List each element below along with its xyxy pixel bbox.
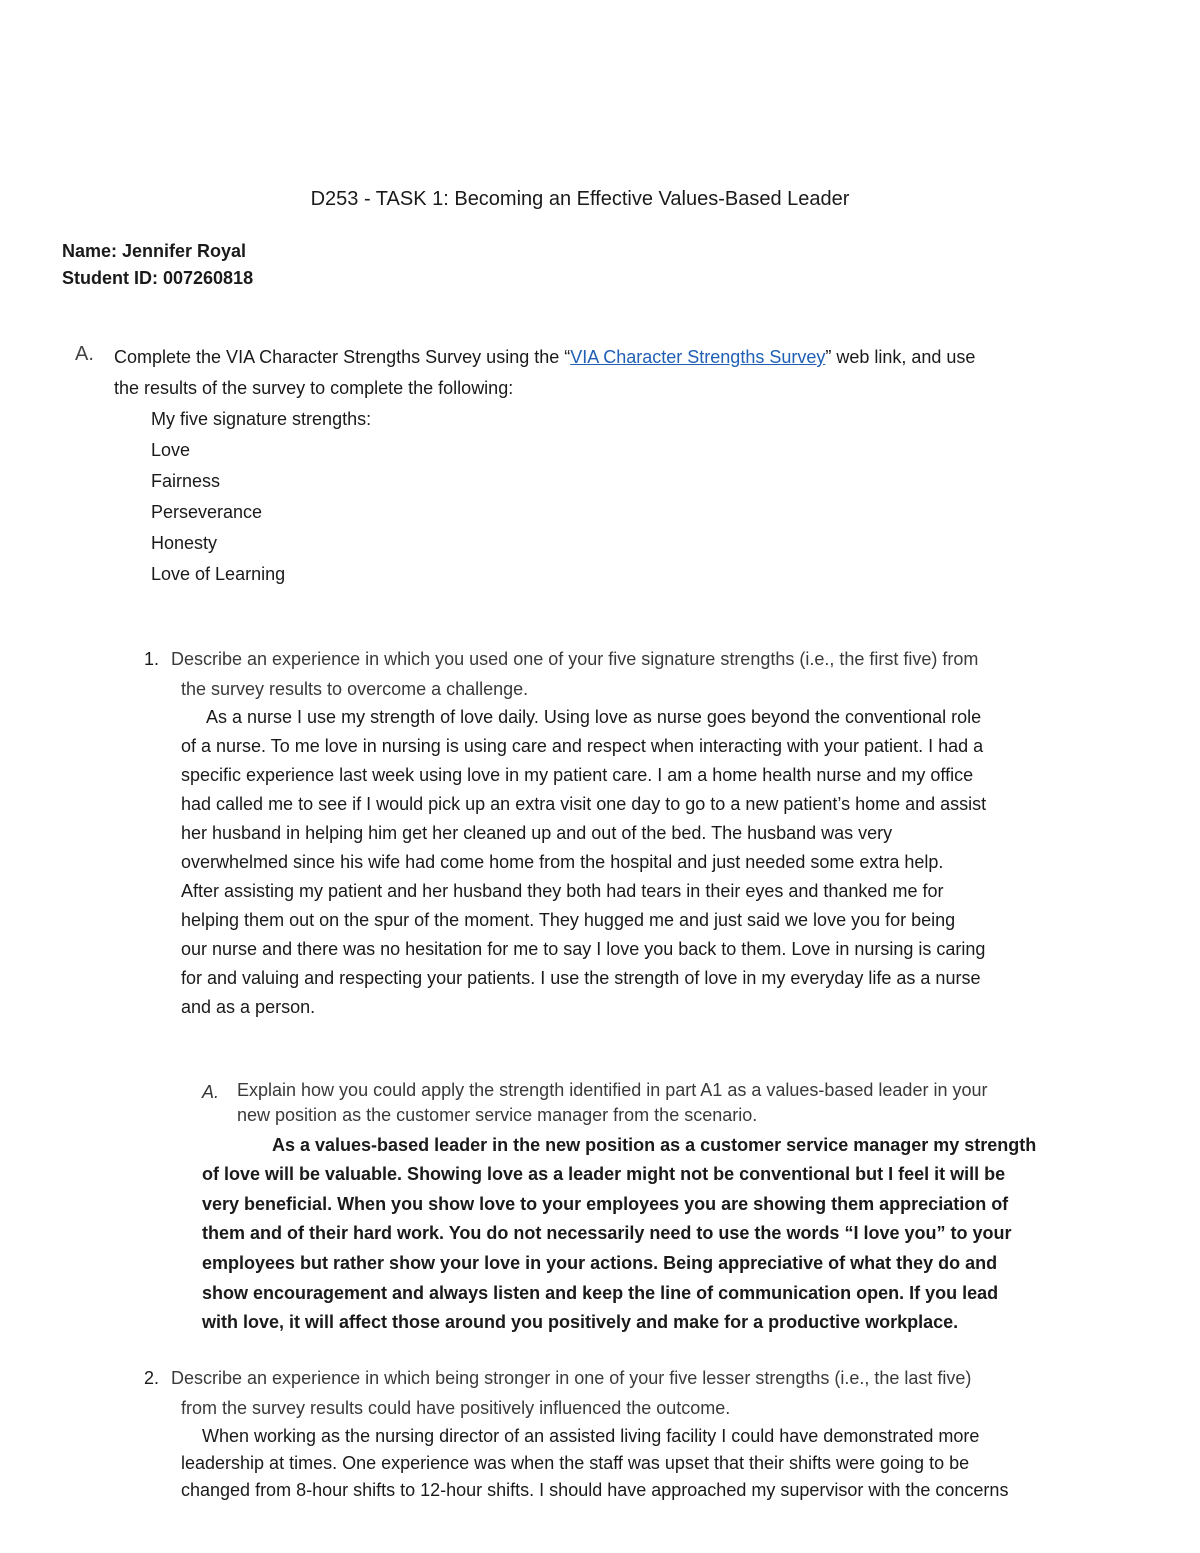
strength-item: Honesty: [151, 533, 218, 553]
item-1-answer-line: our nurse and there was no hesitation for me to say I love you back to them. Love in nursing is caring: [181, 939, 986, 959]
strengths-heading: My five signature strengths:: [151, 409, 372, 429]
student-id: Student ID: 007260818: [62, 268, 254, 288]
item-1-answer-line: specific experience last week using love in my patient care. I am a home health nurse and my office: [181, 765, 974, 785]
item-1-answer-line: had called me to see if I would pick up an extra visit one day to go to a new patient’s home and assist: [181, 794, 987, 814]
item-2-prompt-line1: Describe an experience in which being stronger in one of your five lesser strengths (i.e., the last five): [171, 1368, 972, 1388]
item-1a-answer-line: very beneficial. When you show love to your employees you are showing them appreciation of: [202, 1194, 1009, 1214]
item-1-prompt-line1: Describe an experience in which you used one of your five signature strengths (i.e., the first five) from: [171, 649, 979, 669]
item-2-prompt-line2: from the survey results could have positively influenced the outcome.: [181, 1398, 731, 1418]
item-1a-answer-line: with love, it will affect those around you positively and make for a productive workplace.: [202, 1312, 959, 1332]
student-name: Name: Jennifer Royal: [62, 241, 247, 261]
item-1-number: 1.: [144, 649, 160, 669]
item-1-answer-line: her husband in helping him get her cleaned up and out of the bed. The husband was very: [181, 823, 893, 843]
item-1a-answer-line: them and of their hard work. You do not necessarily need to use the words “I love you” to your: [202, 1223, 1012, 1243]
item-1a-answer-line: show encouragement and always listen and keep the line of communication open. If you lead: [202, 1283, 999, 1303]
item-1-answer-line: of a nurse. To me love in nursing is using care and respect when interacting with your patient. I had a: [181, 736, 984, 756]
item-1-answer-line: After assisting my patient and her husband they both had tears in their eyes and thanked me for: [181, 881, 944, 901]
strength-item: Perseverance: [151, 502, 263, 522]
item-1a-answer-line: As a values-based leader in the new position as a customer service manager my strength: [272, 1135, 1037, 1155]
item-2-answer-line: leadership at times. One experience was when the staff was upset that their shifts were going to be: [181, 1453, 970, 1473]
item-1a-letter: A.: [202, 1082, 220, 1102]
item-2-number: 2.: [144, 1368, 160, 1388]
item-1-answer-line: for and valuing and respecting your patients. I use the strength of love in my everyday life as a nurse: [181, 968, 981, 988]
strength-item: Fairness: [151, 471, 221, 491]
item-1-answer-line: and as a person.: [181, 997, 316, 1017]
item-1-answer-line: helping them out on the spur of the moment. They hugged me and just said we love you for being: [181, 910, 956, 930]
strength-item: Love of Learning: [151, 564, 286, 584]
item-1a-prompt-line2: new position as the customer service manager from the scenario.: [237, 1105, 758, 1125]
item-1-answer-line: As a nurse I use my strength of love daily. Using love as nurse goes beyond the conventional role: [206, 707, 982, 727]
item-2-answer-line: changed from 8-hour shifts to 12-hour shifts. I should have approached my supervisor with the concerns: [181, 1480, 1009, 1500]
item-1a-answer-line: of love will be valuable. Showing love as a leader might not be conventional but I feel it will be: [202, 1164, 1006, 1184]
section-a-intro-text: Complete the VIA Character Strengths Survey using the “: [114, 347, 571, 367]
section-a-intro-text-end: ” web link, and use: [825, 347, 976, 367]
section-a-letter: A.: [75, 343, 94, 365]
via-survey-link[interactable]: VIA Character Strengths Survey: [570, 347, 826, 367]
item-1a-prompt-line1: Explain how you could apply the strength identified in part A1 as a values-based leader in your: [237, 1080, 988, 1100]
item-1-answer-line: overwhelmed since his wife had come home from the hospital and just needed some extra help.: [181, 852, 944, 872]
item-2-answer-line: When working as the nursing director of an assisted living facility I could have demonstrated more: [202, 1426, 980, 1446]
item-1-prompt-line2: the survey results to overcome a challenge.: [181, 679, 529, 699]
section-a-intro-line2: the results of the survey to complete the following:: [114, 378, 514, 398]
item-1a-answer-line: employees but rather show your love in your actions. Being appreciative of what they do and: [202, 1253, 998, 1273]
strength-item: Love: [151, 440, 191, 460]
section-a-intro-line1: [114, 343, 975, 372]
page-title: D253 - TASK 1: Becoming an Effective Values-Based Leader: [310, 188, 850, 210]
